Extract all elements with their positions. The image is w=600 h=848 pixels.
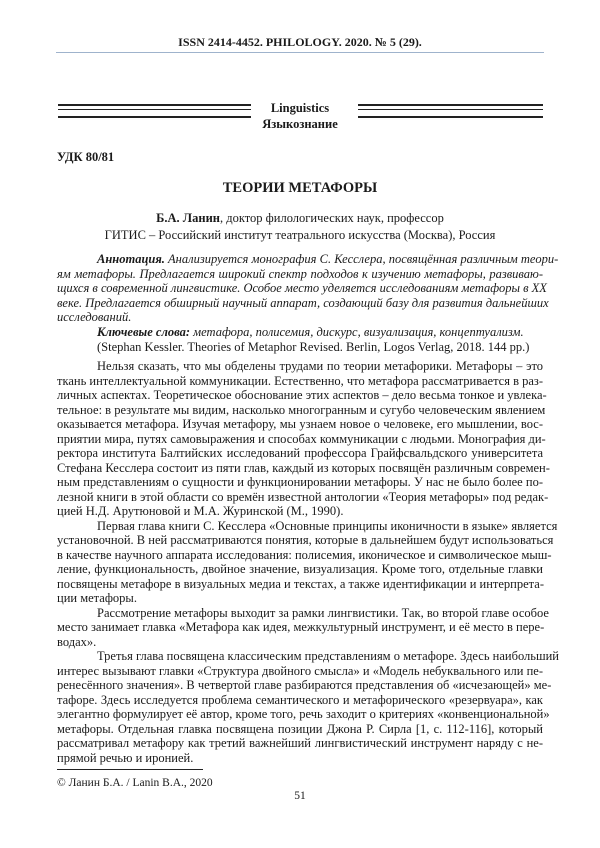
text-line: Стефана Кесслера состоит из пяти глав, каждый из которых посвящён различным современ- — [57, 461, 543, 476]
section-en: Linguistics — [0, 100, 600, 116]
text-line: ректора института Балтийских исследований профессора Грайфсвальдского университета — [57, 446, 543, 461]
reviewed-book-citation: (Stephan Kessler. Theories of Metaphor Revised. Berlin, Logos Verlag, 2018. 144 pp.) — [57, 340, 543, 355]
text-line: Третья глава посвящена классическим представлениям о метафоре. Здесь наибольший — [57, 649, 543, 664]
text-line: Первая глава книги С. Кесслера «Основные принципы иконичности в языке» является — [57, 519, 543, 534]
text-line: ции метафоры. — [57, 591, 543, 606]
journal-header: ISSN 2414-4452. PHILOLOGY. 2020. № 5 (29). — [0, 35, 600, 50]
article-title: ТЕОРИИ МЕТАФОРЫ — [0, 180, 600, 197]
text-line: оказывается метафора. Изучая метафору, мы узнаем новое о человеке, его мышлении, вос- — [57, 417, 543, 432]
text-line: личных аспектах. Теоретическое обоснование этих аспектов – дело весьма тонкое и увлека- — [57, 388, 543, 403]
text-line: место занимает главка «Метафора как идея, межкультурный инструмент, и её место в пере- — [57, 620, 543, 635]
paragraph — [57, 519, 543, 606]
annotation-line: щихся в современной лингвистике. Особое место уделяется исследованиям метафоры в XX — [57, 281, 543, 296]
text-line: ление, функциональность, двойное значение, визуализация. Кроме того, отдельные главки — [57, 562, 543, 577]
annotation — [57, 252, 543, 325]
header-rule — [56, 52, 544, 53]
paragraph — [57, 606, 543, 650]
keywords-label: Ключевые слова: — [97, 325, 190, 339]
annotation-line: ям метафоры. Предлагается широкий спектр подходов к изучению метафоры, развиваю- — [57, 267, 543, 282]
text-line: ным представлениям о сущности и функционировании метафоры. У нас не было более по- — [57, 475, 543, 490]
text-line: Рассмотрение метафоры выходит за рамки лингвистики. Так, во второй главе особое — [57, 606, 543, 621]
text-line: интерес вызывают главки «Структура двойного смысла» и «Модель небуквального или пе- — [57, 664, 543, 679]
footnote-rule — [57, 769, 203, 770]
author-name: Б.А. Ланин — [156, 211, 220, 225]
text-line: ткань интеллектуальной коммуникации. Естественно, что метафора рассматривается в раз- — [57, 374, 543, 389]
text-line: ренесённого значения». В четвертой главе разбираются представления об «исчезающей» ме- — [57, 678, 543, 693]
text-line: установочной. В ней рассматриваются понятия, которые в дальнейшем будут использоваться — [57, 533, 543, 548]
paragraph — [57, 359, 543, 519]
text-line: водах». — [57, 635, 543, 650]
text-line: тафоре. Здесь исследуется проблема семантического и метафорического «резервуара», как — [57, 693, 543, 708]
author-degree: , доктор филологических наук, профессор — [220, 211, 444, 225]
text-line: лезной книги в этой области со времён известной антологии «Теория метафоры» под редак- — [57, 490, 543, 505]
text-line: в качестве научного аппарата исследования: полисемия, иконическое и символическое мыш- — [57, 548, 543, 563]
text-line: посвящены метафоре в визуальных медиа и текстах, а также идентификации и интерпрета- — [57, 577, 543, 592]
annotation-line — [57, 252, 543, 267]
copyright: © Ланин Б.А. / Lanin B.A., 2020 — [57, 777, 213, 789]
section-ru: Языкознание — [0, 116, 600, 132]
text-line: цией Н.Д. Арутюновой и М.А. Журинской (М., 1990). — [57, 504, 543, 519]
text-line: Нельзя сказать, что мы обделены трудами по теории метафорики. Метафоры – это — [57, 359, 543, 374]
annotation-line: исследований. — [57, 310, 543, 325]
text-line: прямой речью и иронией. — [57, 751, 543, 766]
section-heading — [0, 100, 600, 132]
keywords — [57, 325, 543, 340]
text-line: тельное: в результате мы видим, насколько многогранным и сугубо человеческим явлением — [57, 403, 543, 418]
author-affiliation: ГИТИС – Российский институт театрального искусства (Москва), Россия — [0, 227, 600, 244]
annotation-line: веке. Предлагается обширный научный аппарат, создающий базу для развития дальнейших — [57, 296, 543, 311]
reviewed-book — [57, 340, 543, 355]
text-line: рассматривал метафору как третий важнейший лингвистический инструмент наряду с не- — [57, 736, 543, 751]
text-line: элегантно формулирует её автор, кроме того, речь заходит о критериях «конвенциональной» — [57, 707, 543, 722]
annotation-text: Анализируется монография С. Кесслера, посвящённая различным теори- — [165, 252, 558, 266]
author-block — [0, 210, 600, 244]
page-number: 51 — [0, 790, 600, 802]
paragraph — [57, 649, 543, 765]
text-line: метафоры. Отдельная главка посвящена позиции Джона Р. Сирла [1, с. 112-116], который — [57, 722, 543, 737]
keywords-text: метафора, полисемия, дискурс, визуализация, концептуализм. — [190, 325, 524, 339]
udk-code: УДК 80/81 — [57, 150, 114, 165]
article-body — [57, 359, 543, 765]
text-line: приятии мира, путях самовыражения и способах коммуникации с людьми. Монография ди- — [57, 432, 543, 447]
annotation-label: Аннотация. — [97, 252, 165, 266]
